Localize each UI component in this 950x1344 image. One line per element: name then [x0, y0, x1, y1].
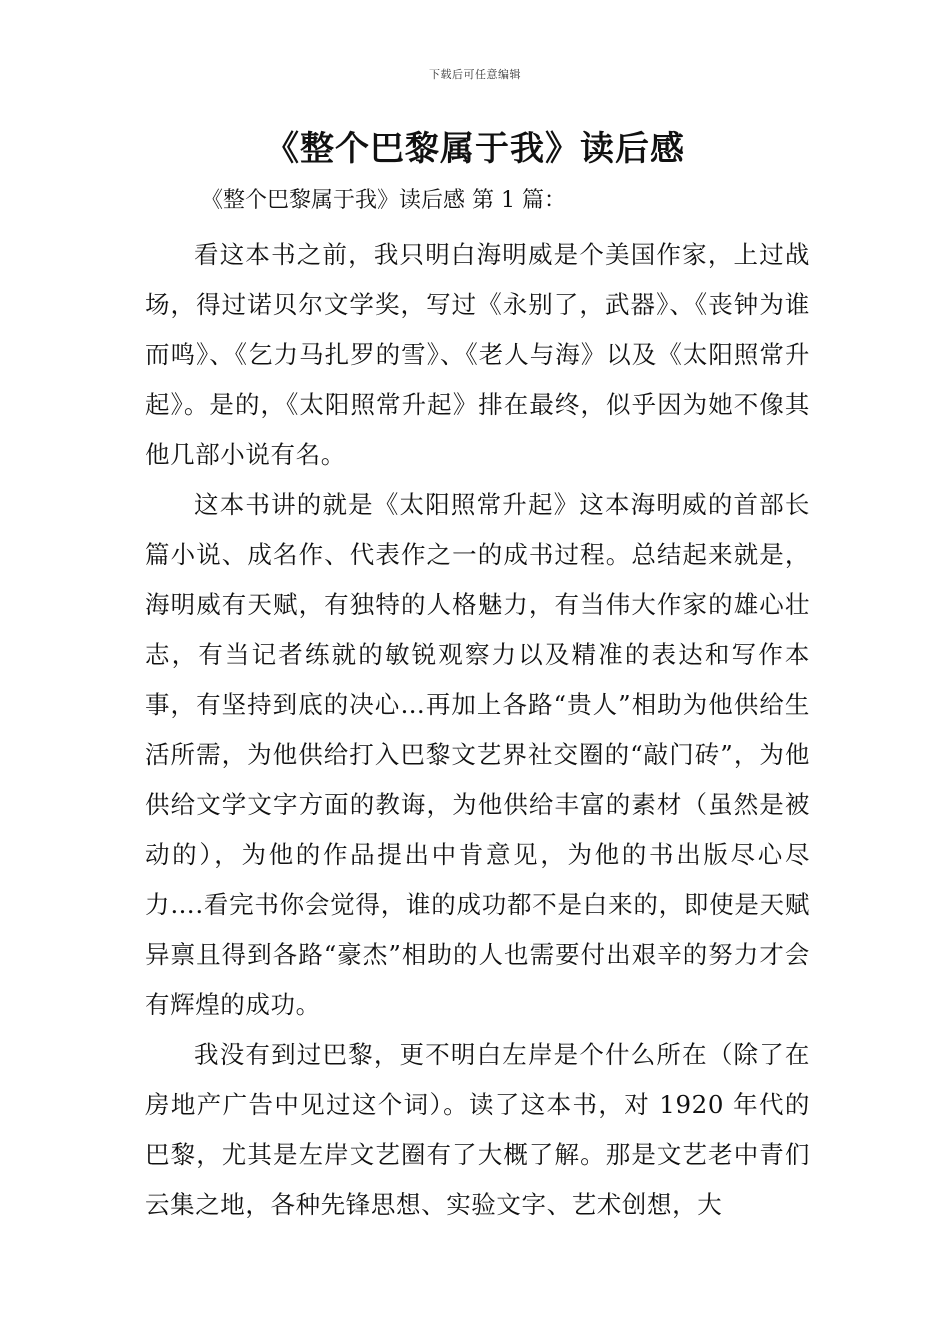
- paragraph: 这本书讲的就是《太阳照常升起》这本海明威的首部长篇小说、成名作、代表作之一的成书过程。总结起来就是，海明威有天赋，有独特的人格魅力，有当伟大作家的雄心壮志，有当记者练就的敏锐观察力以及精准的表达和写作本事，有坚持到底的决心…再加上各路“贵人”相助为他供给生活所需，为他供给打入巴黎文艺界社交圈的“敲门砖”，为他供给文学文字方面的教诲，为他供给丰富的素材（虽然是被动的），为他的作品提出中肯意见，为他的书出版尽心尽力….看完书你会觉得，谁的成功都不是白来的，即使是天赋异禀且得到各路“豪杰”相助的人也需要付出艰辛的努力才会有辉煌的成功。: [145, 490, 810, 1019]
- paragraph: 我没有到过巴黎，更不明白左岸是个什么所在（除了在房地产广告中见过这个词）。读了这本书，对 1920 年代的巴黎，尤其是左岸文艺圈有了大概了解。那是文艺老中青们云集之地，各种先锋思想、实验文字、艺术创想，大: [145, 1040, 810, 1219]
- article-body: [145, 178, 810, 1230]
- document-title: 《整个巴黎属于我》读后感: [265, 129, 685, 169]
- header-note: 下载后可任意编辑: [429, 68, 521, 81]
- section-subtitle: 《整个巴黎属于我》读后感 第 1 篇：: [201, 188, 566, 213]
- paragraph: 看这本书之前，我只明白海明威是个美国作家，上过战场，得过诺贝尔文学奖，写过《永别了，武器》、《丧钟为谁而鸣》、《乞力马扎罗的雪》、《老人与海》以及《太阳照常升起》。是的，《太阳照常升起》排在最终，似乎因为她不像其他几部小说有名。: [145, 240, 810, 469]
